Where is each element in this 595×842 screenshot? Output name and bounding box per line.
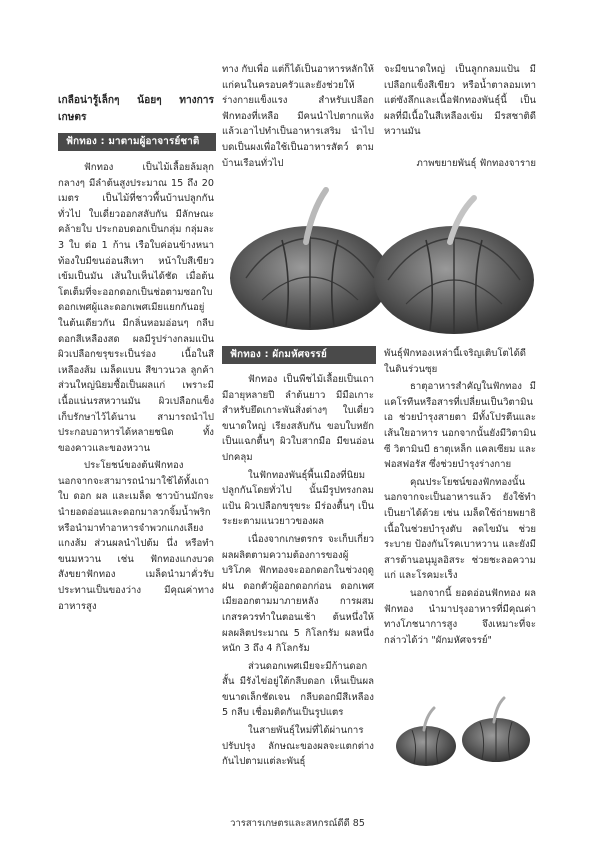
- paragraph: นอกจากนี้ ยอดอ่อนฟักทอง ผลฟักทอง นำมาปรุงอาหารที่มีคุณค่าทางโภชนาการสูง จึงเหมาะที่จะกล่าวได้ว่า "ผักมหัศจรรย์": [384, 587, 536, 646]
- pumpkin-illustration: [222, 180, 538, 340]
- column-right-body: [384, 346, 536, 682]
- footer-text: วารสารเกษตรและสหกรณ์ดีดี 85: [230, 818, 365, 829]
- small-pumpkin-right: [462, 698, 530, 762]
- paragraph: ฟักทอง เป็นไม้เลื้อยล้มลุก กลางๆ มีลำต้นสูงประมาณ 15 ถึง 20 เมตร เป็นไม้ที่ชาวพื้นบ้านปลูกกันทั่วไป ใบเดี่ยวออกสลับกัน มีลักษณะคล้ายใบ ประกอบดอกเป็นกลุ่ม กลุ่มละ 3 ใบ ต่อ 1 ก้าน เรือใบค่อนข้างหนา ท้องใบมีขนอ่อนสีเทา หน้าใบสีเขียวเข้มเป็นมัน เส้นใบเห็นได้ชัด เมื่อต้นโตเต็มที่จะออกดอกเป็นช่อตามซอกใบ ดอกเพศผู้และดอกเพศเมียแยกกันอยู่ในต้นเดียวกัน มีกลิ่นหอมอ่อนๆ กลีบดอกสีเหลืองสด ผลมีรูปร่างกลมแป้น ผิวเปลือกขรุขระเป็นร่อง เนื้อในสีเหลืองส้ม เมล็ดแบน สีขาวนวล ลูกค้าส่วนใหญ่นิยมซื้อเป็นผลแก่ เพราะมีเนื้อแน่นรสหวานมัน ผิวเปลือกแข็ง เก็บรักษาไว้ได้นาน สามารถนำไปประกอบอาหารได้หลายชนิด ทั้งของคาวและของหวาน: [58, 162, 214, 454]
- paragraph: ฟักทอง เป็นพืชไม้เลื้อยเป็นเถา มีอายุหลายปี ลำต้นยาว มีมือเกาะสำหรับยึดเกาะพันสิ่งต่างๆ ใบเดี่ยวขนาดใหญ่ เรียงสลับกัน ขอบใบหยักเป็นแฉกตื้นๆ ผิวใบสากมือ มีขนอ่อนปกคลุม: [222, 374, 374, 463]
- paragraph: ทาง กับเพื่อ แต่ก็ได้เป็นอาหารหลักให้แก่คนในครอบครัวและยังช่วยให้ร่างกายแข็งแรง สำหรับเปลือกฟักทองที่เหลือ มีคนนำไปตากแห้งแล้วเอาไปทำเป็นอาหารเสริม นำไปบดเป็นผงเพื่อใช้เป็นอาหารสัตว์ ตามบ้านเรือนทั่วไป: [222, 64, 374, 169]
- section-heading-label: ฟักทอง : มาตามผู้อาจารย์ชาติ: [66, 136, 200, 147]
- paragraph: ในสายพันธุ์ใหม่ที่ได้ผ่านการปรับปรุง ลักษณะของผลจะแตกต่างกันไปตามแต่ละพันธุ์: [222, 725, 374, 768]
- paragraph: ประโยชน์ของต้นฟักทอง นอกจากจะสามารถนำมาใช้ได้ทั้งเถา ใบ ดอก ผล และเมล็ด ชาวบ้านมักจะนำยอดอ่อนและดอกมาลวกจิ้มน้ำพริก หรือนำมาทำอาหารจำพวกแกงเลียง แกงส้ม ส่วนผลนำไปต้ม นึ่ง หรือทำขนมหวาน เช่น ฟักทองแกงบวด สังขยาฟักทอง เมล็ดนำมาคั่วรับประทานเป็นของว่าง มีคุณค่าทางอาหารสูง: [58, 460, 214, 612]
- column-middle-body: [222, 372, 374, 784]
- paragraph: เนื่องจากเกษตรกร จะเก็บเกี่ยวผลผลิตตามความต้องการของผู้บริโภค ฟักทองจะออกดอกในช่วงฤดูฝน ดอกตัวผู้ออกดอกก่อน ดอกเพศเมียออกตามมาภายหลัง การผสมเกสรควรทำในตอนเช้า ต้นหนึ่งให้ผลผลิตประมาณ 5 กิโลกรัม ผลหนึ่งหนัก 3 ถึง 4 กิโลกรัม: [222, 533, 374, 655]
- photo-credit: [384, 156, 536, 172]
- paragraph: ส่วนดอกเพศเมียจะมีก้านดอกสั้น มีรังไข่อยู่ใต้กลีบดอก เห็นเป็นผลขนาดเล็กชัดเจน กลีบดอกมีสีเหลือง 5 กลีบ เชื่อมติดกันเป็นรูปแตร: [222, 660, 374, 719]
- page-footer: [0, 816, 595, 831]
- photo-caption-text: ฟักทอง : ผักมหัศจรรย์: [230, 349, 327, 360]
- pumpkin-photo-large: [222, 180, 538, 340]
- photo-credit-text: ภาพขยายพันธุ์ ฟักทองจาราย: [416, 158, 536, 169]
- pumpkin-photo-small: [392, 690, 540, 774]
- pumpkin-left: [230, 190, 390, 330]
- section-heading: [58, 133, 216, 151]
- paragraph: ในฟักทองพันธุ์พื้นเมืองที่นิยมปลูกกันโดยทั่วไป นั้นมีรูปทรงกลมแป้น ผิวเปลือกขรุขระ มีร่องตื้นๆ เป็นระยะตามแนวยาวของผล: [222, 469, 374, 528]
- column-middle-top: [222, 62, 374, 186]
- intro-text: เกลือน่ารู้เล็กๆ น้อยๆ ทางการเกษตร: [58, 95, 214, 123]
- pumpkin-right: [374, 198, 534, 334]
- paragraph: คุณประโยชน์ของฟักทองนั้นนอกจากจะเป็นอาหารแล้ว ยังใช้ทำเป็นยาได้ด้วย เช่น เมล็ดใช้ถ่ายพยาธิ เนื้อในช่วยบำรุงตับ ลดไขมัน ช่วยระบาย ป้องกันโรคเบาหวาน และยังมีสารต้านอนุมูลอิสระ ช่วยชะลอความแก่ และโรคมะเร็ง: [384, 476, 536, 582]
- paragraph: พันธุ์ฟักทองเหล่านี้เจริญเติบโตได้ดีในดินร่วนซุย: [384, 348, 527, 375]
- paragraph: ธาตุอาหารสำคัญในฟักทอง มีแคโรทีนหรือสารที่เปลี่ยนเป็นวิตามินเอ ช่วยบำรุงสายตา มีทั้งโปรตีนและเส้นใยอาหาร นอกจากนั้นยังมีวิตามินซี วิตามินบี ธาตุเหล็ก แคลเซียม และฟอสฟอรัส ซึ่งช่วยบำรุงร่างกาย: [384, 381, 536, 471]
- photo-caption: [222, 346, 376, 364]
- column-left: [58, 92, 214, 126]
- paragraph: จะมีขนาดใหญ่ เป็นลูกกลมแป้น มีเปลือกแข็งสีเขียว หรือน้ำตาลอมเทา แต่ซังลึกและเนื้อฟักทองพันธุ์นี้ เป็นผลที่มีเนื้อในสีเหลืองเข้ม มีรสชาติดี หวานมัน: [384, 64, 536, 138]
- small-pumpkins-illustration: [392, 690, 540, 774]
- small-pumpkin-left: [396, 708, 456, 766]
- column-left-body: [58, 160, 214, 784]
